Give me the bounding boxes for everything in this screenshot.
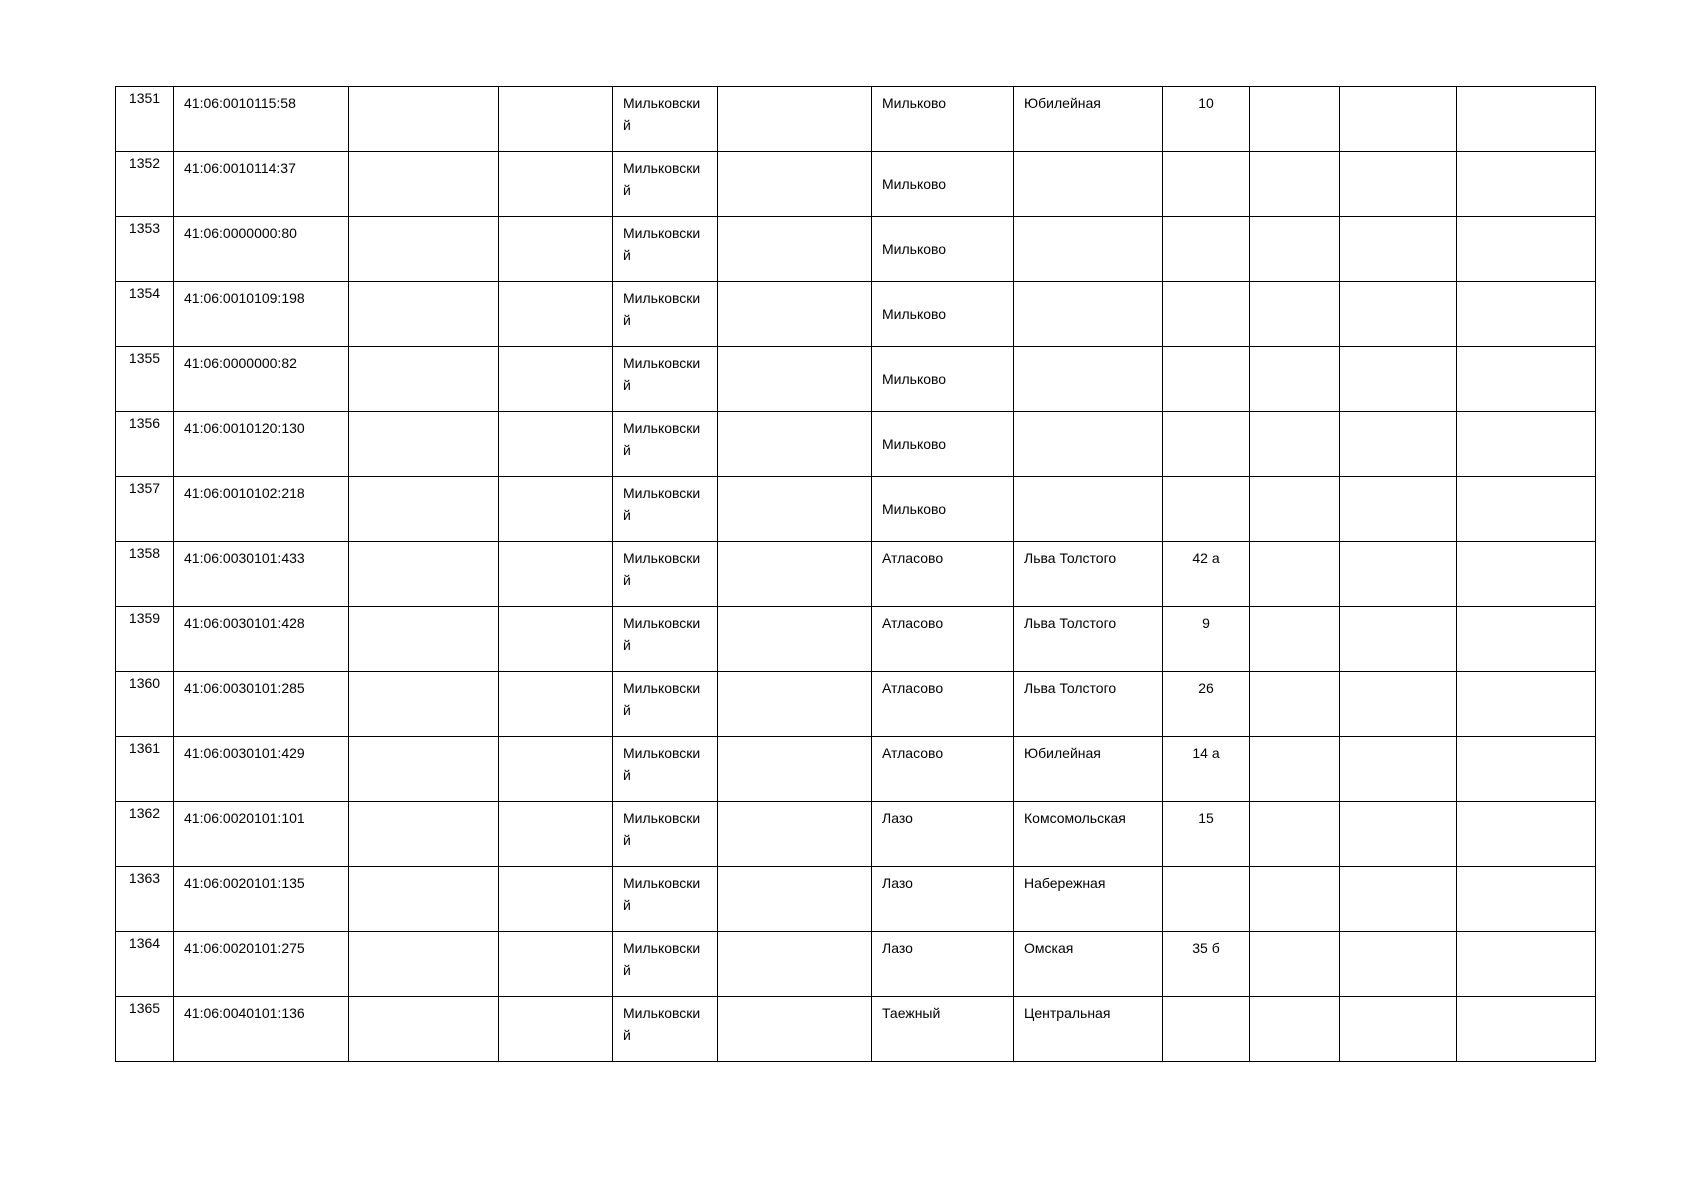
empty-cell — [1250, 152, 1340, 217]
cadastral-number-text: 41:06:0030101:433 — [184, 550, 305, 566]
district-text: Мильковский — [623, 745, 701, 783]
house-number-cell — [1163, 152, 1250, 217]
empty-cell — [718, 802, 872, 867]
district-text: Мильковский — [623, 290, 701, 328]
cadastral-number-cell — [174, 347, 349, 412]
empty-cell — [1250, 867, 1340, 932]
street-text: Льва Толстого — [1024, 550, 1117, 566]
street-cell — [1014, 542, 1163, 607]
cadastral-number-text: 41:06:0020101:135 — [184, 875, 305, 891]
district-text: Мильковский — [623, 875, 701, 913]
empty-cell — [1457, 347, 1596, 412]
empty-cell — [1457, 607, 1596, 672]
street-text: Набережная — [1024, 875, 1106, 891]
locality-cell — [872, 217, 1014, 282]
district-cell — [613, 867, 718, 932]
district-cell — [613, 217, 718, 282]
empty-cell — [499, 412, 613, 477]
locality-text: Мильково — [882, 241, 947, 257]
cadastral-number-cell — [174, 997, 349, 1062]
house-number-text — [1163, 412, 1249, 417]
empty-cell — [1340, 997, 1457, 1062]
empty-cell — [499, 737, 613, 802]
district-text: Мильковский — [623, 940, 701, 978]
empty-cell — [499, 997, 613, 1062]
house-number-text: 26 — [1198, 680, 1214, 696]
table-row — [116, 867, 1596, 932]
empty-cell — [718, 347, 872, 412]
empty-cell — [1340, 152, 1457, 217]
cadastral-number-text: 41:06:0000000:80 — [184, 225, 297, 241]
empty-cell — [349, 87, 499, 152]
street-cell — [1014, 412, 1163, 477]
empty-cell — [1457, 282, 1596, 347]
street-cell — [1014, 607, 1163, 672]
table-row — [116, 152, 1596, 217]
empty-cell — [349, 282, 499, 347]
locality-cell — [872, 997, 1014, 1062]
registry-table — [115, 86, 1596, 1062]
table-row — [116, 87, 1596, 152]
locality-text: Атласово — [882, 745, 944, 761]
district-cell — [613, 802, 718, 867]
house-number-cell — [1163, 477, 1250, 542]
cadastral-number-cell — [174, 152, 349, 217]
house-number-cell — [1163, 932, 1250, 997]
locality-cell — [872, 542, 1014, 607]
empty-cell — [1457, 412, 1596, 477]
street-text — [1014, 477, 1162, 482]
row-number-text: 1357 — [128, 480, 161, 496]
locality-text: Лазо — [882, 810, 913, 826]
table-row — [116, 282, 1596, 347]
district-cell — [613, 87, 718, 152]
cadastral-number-text: 41:06:0010120:130 — [184, 420, 305, 436]
empty-cell — [1340, 87, 1457, 152]
district-cell — [613, 932, 718, 997]
empty-cell — [1457, 672, 1596, 737]
empty-cell — [718, 867, 872, 932]
house-number-text: 42 а — [1192, 550, 1220, 566]
empty-cell — [499, 282, 613, 347]
street-cell — [1014, 152, 1163, 217]
district-text: Мильковский — [623, 225, 701, 263]
empty-cell — [1340, 477, 1457, 542]
cadastral-number-cell — [174, 932, 349, 997]
house-number-cell — [1163, 737, 1250, 802]
street-text — [1014, 152, 1162, 157]
empty-cell — [1340, 347, 1457, 412]
empty-cell — [1457, 477, 1596, 542]
row-number-cell — [116, 542, 174, 607]
cadastral-number-cell — [174, 412, 349, 477]
empty-cell — [1340, 737, 1457, 802]
empty-cell — [718, 282, 872, 347]
house-number-text — [1163, 347, 1249, 352]
cadastral-number-cell — [174, 282, 349, 347]
empty-cell — [349, 412, 499, 477]
empty-cell — [718, 737, 872, 802]
empty-cell — [349, 802, 499, 867]
table-row — [116, 997, 1596, 1062]
row-number-text: 1353 — [128, 220, 161, 236]
house-number-text: 14 а — [1192, 745, 1220, 761]
locality-text: Мильково — [882, 176, 947, 192]
street-cell — [1014, 347, 1163, 412]
empty-cell — [1340, 867, 1457, 932]
locality-text: Мильково — [882, 371, 947, 387]
empty-cell — [1457, 737, 1596, 802]
street-cell — [1014, 477, 1163, 542]
row-number-text: 1364 — [128, 935, 161, 951]
street-cell — [1014, 802, 1163, 867]
locality-cell — [872, 932, 1014, 997]
cadastral-number-cell — [174, 477, 349, 542]
house-number-cell — [1163, 87, 1250, 152]
locality-cell — [872, 477, 1014, 542]
empty-cell — [499, 347, 613, 412]
table-body — [116, 87, 1596, 1062]
row-number-text: 1351 — [128, 90, 161, 106]
table-row — [116, 217, 1596, 282]
empty-cell — [1457, 802, 1596, 867]
row-number-text: 1358 — [128, 545, 161, 561]
empty-cell — [349, 997, 499, 1062]
row-number-text: 1360 — [128, 675, 161, 691]
empty-cell — [1457, 997, 1596, 1062]
row-number-cell — [116, 152, 174, 217]
empty-cell — [1340, 217, 1457, 282]
house-number-text — [1163, 477, 1249, 482]
house-number-cell — [1163, 607, 1250, 672]
house-number-cell — [1163, 412, 1250, 477]
house-number-cell — [1163, 282, 1250, 347]
house-number-cell — [1163, 217, 1250, 282]
row-number-cell — [116, 412, 174, 477]
district-cell — [613, 412, 718, 477]
row-number-text: 1355 — [128, 350, 161, 366]
street-text — [1014, 412, 1162, 417]
street-text: Омская — [1024, 940, 1074, 956]
street-text: Льва Толстого — [1024, 680, 1117, 696]
empty-cell — [1340, 607, 1457, 672]
cadastral-number-cell — [174, 542, 349, 607]
house-number-text — [1163, 997, 1249, 1002]
street-text: Юбилейная — [1024, 745, 1101, 761]
locality-cell — [872, 412, 1014, 477]
row-number-cell — [116, 802, 174, 867]
empty-cell — [499, 87, 613, 152]
cadastral-number-text: 41:06:0000000:82 — [184, 355, 297, 371]
empty-cell — [349, 217, 499, 282]
empty-cell — [1340, 802, 1457, 867]
empty-cell — [1457, 152, 1596, 217]
house-number-cell — [1163, 347, 1250, 412]
house-number-cell — [1163, 997, 1250, 1062]
row-number-text: 1363 — [128, 870, 161, 886]
cadastral-number-text: 41:06:0030101:285 — [184, 680, 305, 696]
cadastral-number-text: 41:06:0010109:198 — [184, 290, 305, 306]
empty-cell — [1340, 672, 1457, 737]
cadastral-number-cell — [174, 607, 349, 672]
district-cell — [613, 997, 718, 1062]
street-text: Центральная — [1024, 1005, 1111, 1021]
cadastral-number-text: 41:06:0030101:429 — [184, 745, 305, 761]
cadastral-number-cell — [174, 672, 349, 737]
table-row — [116, 802, 1596, 867]
cadastral-number-text: 41:06:0010102:218 — [184, 485, 305, 501]
table-row — [116, 347, 1596, 412]
empty-cell — [349, 672, 499, 737]
empty-cell — [718, 997, 872, 1062]
district-text: Мильковский — [623, 810, 701, 848]
row-number-text: 1362 — [128, 805, 161, 821]
row-number-text: 1356 — [128, 415, 161, 431]
locality-cell — [872, 802, 1014, 867]
cadastral-number-text: 41:06:0010114:37 — [184, 160, 296, 176]
locality-text: Мильково — [882, 95, 947, 111]
table-row — [116, 932, 1596, 997]
house-number-text: 15 — [1198, 810, 1214, 826]
row-number-cell — [116, 282, 174, 347]
row-number-text: 1365 — [128, 1000, 161, 1016]
empty-cell — [1250, 347, 1340, 412]
locality-text: Мильково — [882, 436, 947, 452]
street-cell — [1014, 87, 1163, 152]
street-cell — [1014, 282, 1163, 347]
district-text: Мильковский — [623, 355, 701, 393]
empty-cell — [718, 932, 872, 997]
table-row — [116, 672, 1596, 737]
empty-cell — [499, 672, 613, 737]
table-row — [116, 412, 1596, 477]
row-number-text: 1361 — [128, 740, 161, 756]
empty-cell — [1250, 737, 1340, 802]
empty-cell — [1457, 867, 1596, 932]
empty-cell — [1457, 932, 1596, 997]
empty-cell — [349, 932, 499, 997]
empty-cell — [1250, 217, 1340, 282]
row-number-cell — [116, 217, 174, 282]
district-cell — [613, 607, 718, 672]
street-text — [1014, 347, 1162, 352]
street-text: Льва Толстого — [1024, 615, 1117, 631]
empty-cell — [1340, 542, 1457, 607]
district-cell — [613, 542, 718, 607]
house-number-text — [1163, 282, 1249, 287]
row-number-cell — [116, 932, 174, 997]
district-text: Мильковский — [623, 550, 701, 588]
district-text: Мильковский — [623, 1005, 701, 1043]
empty-cell — [499, 217, 613, 282]
locality-text: Атласово — [882, 615, 944, 631]
empty-cell — [1250, 672, 1340, 737]
district-text: Мильковский — [623, 420, 701, 458]
district-text: Мильковский — [623, 680, 701, 718]
house-number-text: 10 — [1198, 95, 1214, 111]
locality-text: Лазо — [882, 940, 913, 956]
row-number-cell — [116, 737, 174, 802]
empty-cell — [1250, 282, 1340, 347]
row-number-cell — [116, 607, 174, 672]
empty-cell — [499, 607, 613, 672]
table-row — [116, 607, 1596, 672]
empty-cell — [718, 412, 872, 477]
empty-cell — [1457, 87, 1596, 152]
house-number-text — [1163, 867, 1249, 872]
empty-cell — [1250, 87, 1340, 152]
empty-cell — [349, 867, 499, 932]
empty-cell — [499, 477, 613, 542]
empty-cell — [499, 867, 613, 932]
district-cell — [613, 152, 718, 217]
row-number-cell — [116, 672, 174, 737]
locality-cell — [872, 282, 1014, 347]
cadastral-number-cell — [174, 217, 349, 282]
locality-text: Лазо — [882, 875, 913, 891]
locality-cell — [872, 347, 1014, 412]
empty-cell — [349, 347, 499, 412]
empty-cell — [1340, 932, 1457, 997]
street-cell — [1014, 672, 1163, 737]
locality-cell — [872, 867, 1014, 932]
locality-text: Атласово — [882, 550, 944, 566]
street-text — [1014, 217, 1162, 222]
empty-cell — [499, 932, 613, 997]
house-number-cell — [1163, 867, 1250, 932]
empty-cell — [499, 152, 613, 217]
house-number-text — [1163, 152, 1249, 157]
house-number-cell — [1163, 542, 1250, 607]
empty-cell — [1250, 542, 1340, 607]
empty-cell — [1340, 282, 1457, 347]
empty-cell — [718, 152, 872, 217]
locality-cell — [872, 672, 1014, 737]
cadastral-number-text: 41:06:0020101:101 — [184, 810, 305, 826]
house-number-text: 9 — [1202, 615, 1210, 631]
empty-cell — [349, 477, 499, 542]
street-cell — [1014, 217, 1163, 282]
row-number-cell — [116, 87, 174, 152]
row-number-cell — [116, 477, 174, 542]
row-number-text: 1359 — [128, 610, 161, 626]
empty-cell — [1340, 412, 1457, 477]
empty-cell — [718, 477, 872, 542]
street-text: Комсомольская — [1024, 810, 1126, 826]
empty-cell — [718, 217, 872, 282]
cadastral-number-text: 41:06:0020101:275 — [184, 940, 305, 956]
street-cell — [1014, 932, 1163, 997]
house-number-cell — [1163, 802, 1250, 867]
empty-cell — [349, 737, 499, 802]
cadastral-number-text: 41:06:0030101:428 — [184, 615, 305, 631]
district-cell — [613, 282, 718, 347]
house-number-text: 35 б — [1192, 940, 1220, 956]
empty-cell — [1250, 802, 1340, 867]
empty-cell — [1250, 412, 1340, 477]
empty-cell — [718, 672, 872, 737]
district-text: Мильковский — [623, 615, 701, 653]
locality-cell — [872, 152, 1014, 217]
street-cell — [1014, 997, 1163, 1062]
table-row — [116, 737, 1596, 802]
district-cell — [613, 477, 718, 542]
table-row — [116, 477, 1596, 542]
table-row — [116, 542, 1596, 607]
locality-text: Атласово — [882, 680, 944, 696]
street-text — [1014, 282, 1162, 287]
district-cell — [613, 737, 718, 802]
house-number-text — [1163, 217, 1249, 222]
house-number-cell — [1163, 672, 1250, 737]
empty-cell — [1250, 932, 1340, 997]
cadastral-number-text: 41:06:0010115:58 — [184, 95, 296, 111]
empty-cell — [499, 542, 613, 607]
district-text: Мильковский — [623, 95, 701, 133]
cadastral-number-cell — [174, 802, 349, 867]
empty-cell — [1250, 607, 1340, 672]
empty-cell — [499, 802, 613, 867]
empty-cell — [718, 87, 872, 152]
empty-cell — [718, 542, 872, 607]
cadastral-number-text: 41:06:0040101:136 — [184, 1005, 305, 1021]
empty-cell — [1457, 542, 1596, 607]
district-text: Мильковский — [623, 160, 701, 198]
locality-cell — [872, 87, 1014, 152]
empty-cell — [718, 607, 872, 672]
row-number-text: 1352 — [128, 155, 161, 171]
empty-cell — [1250, 477, 1340, 542]
empty-cell — [1250, 997, 1340, 1062]
locality-cell — [872, 737, 1014, 802]
row-number-cell — [116, 997, 174, 1062]
empty-cell — [1457, 217, 1596, 282]
locality-cell — [872, 607, 1014, 672]
street-cell — [1014, 867, 1163, 932]
cadastral-number-cell — [174, 867, 349, 932]
cadastral-number-cell — [174, 87, 349, 152]
cadastral-number-cell — [174, 737, 349, 802]
empty-cell — [349, 542, 499, 607]
district-cell — [613, 672, 718, 737]
locality-text: Таежный — [882, 1005, 941, 1021]
street-text: Юбилейная — [1024, 95, 1101, 111]
street-cell — [1014, 737, 1163, 802]
district-cell — [613, 347, 718, 412]
district-text: Мильковский — [623, 485, 701, 523]
row-number-cell — [116, 867, 174, 932]
empty-cell — [349, 607, 499, 672]
locality-text: Мильково — [882, 501, 947, 517]
row-number-cell — [116, 347, 174, 412]
row-number-text: 1354 — [128, 285, 161, 301]
locality-text: Мильково — [882, 306, 947, 322]
empty-cell — [349, 152, 499, 217]
